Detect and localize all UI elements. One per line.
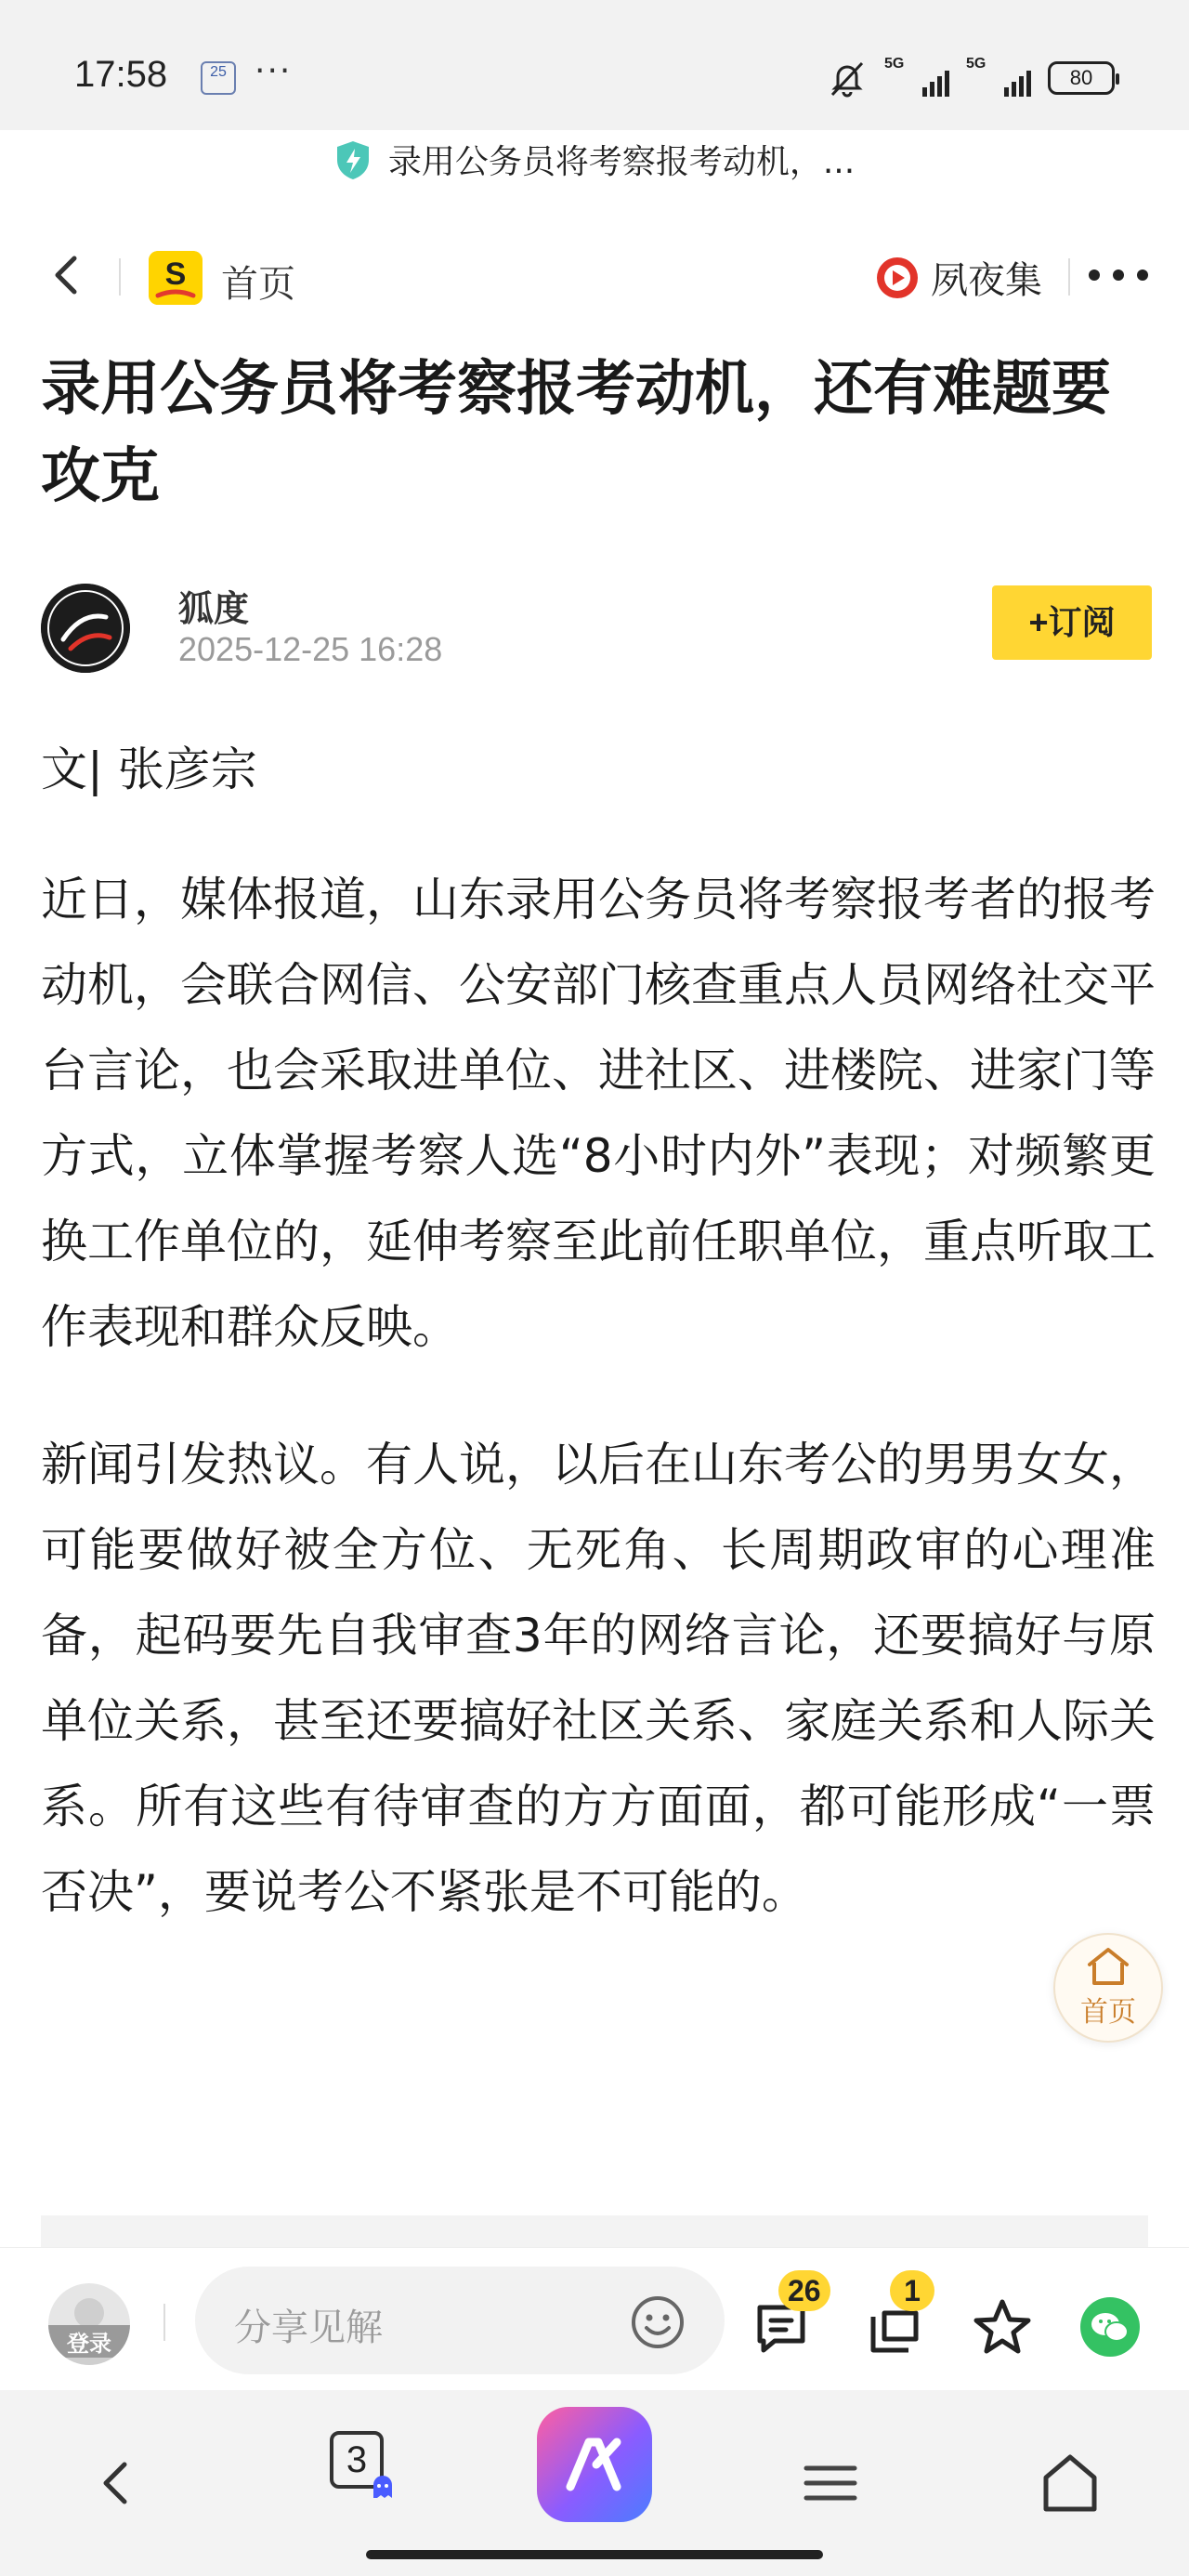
back-arrow-icon[interactable] (41, 249, 93, 301)
article-paragraph: 新闻引发热议。有人说，以后在山东考公的男男女女，可能要做好被全方位、无死角、长周期政审的心理准备，起码要先自我审查3年的网络言论，还要搞好与原单位关系，甚至还要搞好社区关系、家庭关系和人际关系。所有这些有待审查的方方面面，都可能形成“一票否决”，要说考公不紧张是不可能的。 (41, 1438, 1156, 1919)
comment-count-badge: 26 (778, 2270, 830, 2311)
divider (119, 258, 121, 296)
divider (163, 2304, 165, 2341)
status-more-dots: ··· (255, 52, 293, 90)
login-label: 登录 (48, 2325, 130, 2358)
url-text: 录用公务员将考察报考动机，... (387, 143, 856, 181)
channel-name: 夙夜集 (931, 259, 1042, 302)
home-nav-icon[interactable] (1033, 2446, 1107, 2520)
menu-icon[interactable] (793, 2446, 868, 2520)
status-time: 17:58 (74, 54, 168, 95)
signal-icon (884, 56, 949, 97)
article-body (41, 732, 1156, 1987)
article-byline: 文| 张彦宗 (41, 743, 257, 796)
author-row (41, 580, 1152, 677)
home-icon (1085, 1946, 1131, 1987)
floating-home-button[interactable] (1053, 1933, 1163, 2043)
share-count-badge: 1 (890, 2270, 934, 2311)
navigation-bar (0, 2390, 1189, 2576)
star-icon (970, 2294, 1035, 2359)
home-link[interactable]: 首页 (221, 263, 295, 306)
emoji-icon[interactable] (630, 2294, 686, 2350)
status-indicators (827, 58, 1115, 99)
comment-bar (0, 2247, 1189, 2388)
network-type-1: 5G (884, 56, 905, 72)
comment-placeholder: 分享见解 (234, 2307, 383, 2349)
author-logo-mark (41, 584, 130, 673)
author-avatar[interactable] (41, 584, 130, 673)
signal-icon (966, 56, 1031, 97)
article-title: 录用公务员将考察报考动机，还有难题要攻克 (41, 355, 1111, 511)
ai-assistant-button[interactable] (537, 2407, 652, 2522)
share-button[interactable] (862, 2274, 927, 2359)
sohu-s-logo[interactable] (149, 251, 203, 305)
mute-bell-icon (827, 58, 868, 99)
svg-text:S: S (164, 256, 187, 292)
app-header (0, 223, 1189, 335)
play-circle-icon (875, 256, 920, 300)
comment-input[interactable] (195, 2267, 725, 2374)
divider (1068, 258, 1070, 296)
tabs-count-icon[interactable]: 3 (330, 2431, 384, 2489)
shield-icon (334, 139, 372, 180)
home-indicator[interactable] (366, 2550, 823, 2559)
floating-home-label: 首页 (1080, 1996, 1136, 2029)
author-name[interactable]: 狐度 (178, 588, 250, 629)
url-bar[interactable] (0, 136, 1189, 183)
status-bar (0, 0, 1189, 130)
calendar-badge-icon: 25 (201, 61, 236, 95)
ai-icon (537, 2407, 652, 2522)
wechat-icon (1078, 2294, 1143, 2359)
subscribe-button[interactable]: +订阅 (992, 585, 1152, 660)
wechat-share-button[interactable] (1078, 2294, 1143, 2359)
publish-time: 2025-12-25 16:28 (178, 630, 443, 668)
login-avatar[interactable] (48, 2283, 130, 2365)
channel-link[interactable] (875, 251, 1042, 304)
incognito-ghost-icon (368, 2472, 398, 2502)
comment-button[interactable] (751, 2274, 821, 2359)
network-type-2: 5G (966, 56, 986, 72)
favorite-button[interactable] (970, 2294, 1035, 2359)
battery-icon: 80 (1048, 61, 1115, 95)
back-icon[interactable] (80, 2446, 154, 2520)
more-icon[interactable] (1089, 266, 1148, 284)
article-paragraph: 近日，媒体报道，山东录用公务员将考察报考者的报考动机，会联合网信、公安部门核查重点人员网络社交平台言论，也会采取进单位、进社区、进楼院、进家门等方式，立体掌握考察人选“8小时内外”表现；对频繁更换工作单位的，延伸考察至此前任职单位，重点听取工作表现和群众反映。 (41, 873, 1156, 1354)
